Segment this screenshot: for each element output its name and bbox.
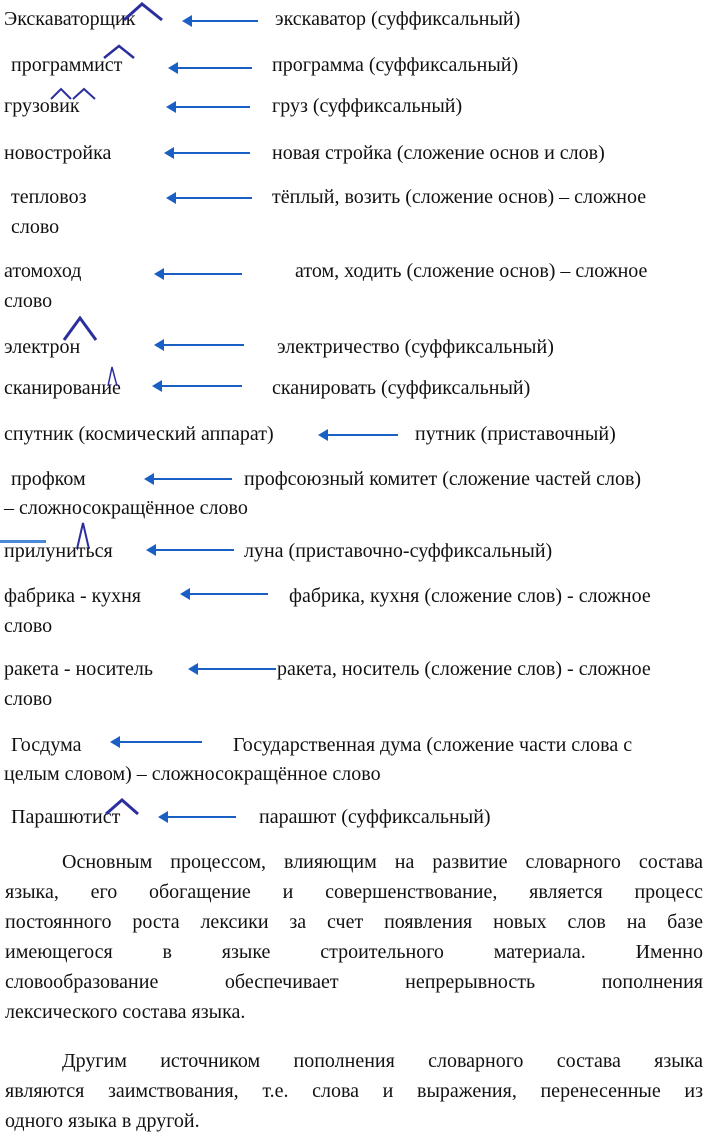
derivation-arrow xyxy=(162,273,242,275)
source-word: путник (приставочный) xyxy=(415,423,616,445)
source-word: фабрика, кухня (сложение слов) - сложное xyxy=(289,585,651,607)
derived-word: профком xyxy=(11,468,86,490)
source-continuation: слово xyxy=(4,688,53,710)
derivation-arrow xyxy=(188,593,268,595)
source-word: атом, ходить (сложение основ) – сложное xyxy=(295,260,648,282)
source-word: парашют (суффиксальный) xyxy=(259,806,491,828)
derivation-arrow xyxy=(154,549,234,551)
derivation-arrow xyxy=(152,478,232,480)
body-paragraph xyxy=(5,847,703,1027)
derived-word: новостройка xyxy=(4,142,112,164)
derived-word: фабрика - кухня xyxy=(4,585,142,607)
paragraph-line: лексического состава языка. xyxy=(5,1001,246,1023)
derivation-arrow xyxy=(176,67,252,69)
derivation-arrow xyxy=(172,152,250,154)
source-continuation: целым словом) – сложносокращённое слово xyxy=(4,763,381,785)
paragraph-line: Основным процессом, влияющим на развитие словарного состава xyxy=(62,851,703,873)
derivation-arrow xyxy=(326,434,398,436)
source-word: ракета, носитель (сложение слов) - сложное xyxy=(277,658,651,680)
derived-word: атомоход xyxy=(4,260,82,282)
source-word: сканировать (суффиксальный) xyxy=(272,377,531,399)
derived-word: ракета - носитель xyxy=(4,658,153,680)
paragraph-line: языка, его обогащение и совершенствование, является процесс xyxy=(5,881,703,903)
source-continuation: слово xyxy=(4,290,53,312)
source-word: электричество (суффиксальный) xyxy=(277,336,554,358)
derivation-arrow xyxy=(174,197,252,199)
body-paragraph xyxy=(5,1046,703,1136)
derived-word: сканирование xyxy=(4,377,121,399)
source-word: новая стройка (сложение основ и слов) xyxy=(272,142,605,164)
paragraph-line: имеющегося в языке строительного материала. Именно xyxy=(5,941,703,963)
derivation-arrow xyxy=(160,385,242,387)
source-word: экскаватор (суффиксальный) xyxy=(275,8,521,30)
derived-word: Парашютист xyxy=(11,806,121,828)
derived-word: спутник (космический аппарат) xyxy=(4,423,274,445)
source-continuation: слово xyxy=(4,615,53,637)
source-word: программа (суффиксальный) xyxy=(272,54,519,76)
paragraph-line: словообразование обеспечивает непрерывность пополнения xyxy=(5,971,703,993)
derivation-arrow xyxy=(174,106,250,108)
derived-word: грузовик xyxy=(4,95,80,117)
derived-word: Госдума xyxy=(11,734,82,756)
derivation-arrow xyxy=(162,344,244,346)
derivation-arrow xyxy=(196,668,276,670)
source-word: груз (суффиксальный) xyxy=(272,95,463,117)
source-word: профсоюзный комитет (сложение частей слов) xyxy=(244,468,642,490)
derivation-arrow xyxy=(166,816,236,818)
paragraph-line: одного языка в другой. xyxy=(5,1110,200,1132)
paragraph-line: постоянного роста лексики за счет появления новых слов на базе xyxy=(5,911,703,933)
derived-word: электрон xyxy=(4,336,81,358)
derived-word: Экскаваторщик xyxy=(4,8,136,30)
source-word: Государственная дума (сложение части слова с xyxy=(233,734,633,756)
derived-word: тепловоз xyxy=(11,186,87,208)
source-continuation: – сложносокращённое слово xyxy=(4,497,248,519)
source-word: тёплый, возить (сложение основ) – сложное xyxy=(272,186,647,208)
derived-word: программист xyxy=(11,54,123,76)
source-word: луна (приставочно-суффиксальный) xyxy=(244,540,553,562)
derivation-arrow xyxy=(118,741,202,743)
source-continuation: слово xyxy=(11,216,60,238)
derived-word: прилуниться xyxy=(4,540,113,562)
derivation-arrow xyxy=(190,20,258,22)
paragraph-line: Другим источником пополнения словарного состава языка xyxy=(62,1050,703,1072)
paragraph-line: являются заимствования, т.е. слова и выражения, перенесенные из xyxy=(5,1080,703,1102)
